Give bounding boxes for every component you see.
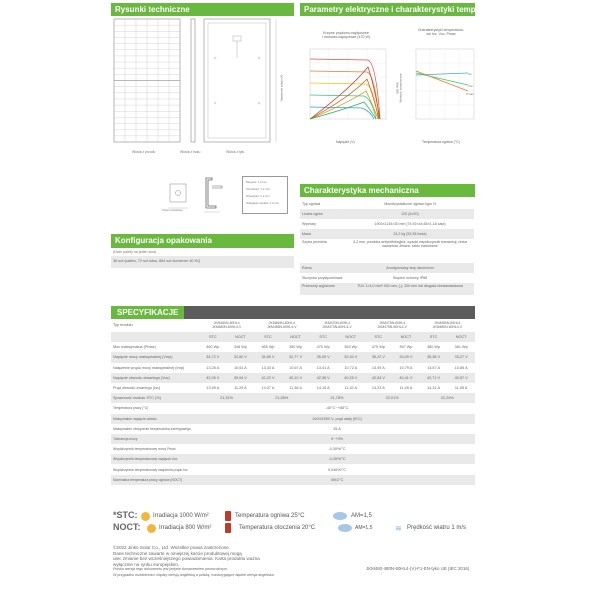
spec-value: 11,55 A <box>454 386 468 391</box>
spec-value: 11,36 A <box>289 386 302 391</box>
stc-am: AM=1,5 <box>351 513 372 519</box>
spec-value: 39,94 V <box>227 373 255 383</box>
stc-temperature: Temperatura ogniwa 25°C <box>235 513 305 519</box>
spec-key: Maksymalne napięcie układu <box>111 414 199 424</box>
spec-key: Współczynnik temperaturowy natężenia prądu Isc <box>113 467 188 472</box>
section-title: Rysunki techniczne <box>115 5 190 14</box>
noct-header: NOCT <box>282 332 310 342</box>
noct-irradiance: Irradiacja 800 W/m² <box>159 525 212 531</box>
spec-value: -40°C~+85°C <box>325 406 349 411</box>
footer-small-line: Polska wersja tego dokumentu jest jedynie tłumaczeniem pomocniczym. <box>113 567 229 572</box>
section-title: Konfiguracja opakowania <box>115 236 212 245</box>
spec-value: 13,41 A <box>316 365 330 370</box>
spec-model-line: JKM480N-60HL4 <box>434 320 461 325</box>
spec-model-label: Typ modułu <box>113 323 133 327</box>
spec-common-row <box>111 424 475 434</box>
packaging-note: (Dwie palety na jeden stos) <box>113 250 157 254</box>
spec-model-name <box>199 318 254 332</box>
mechanical-row <box>300 199 474 209</box>
spec-value: 40,25 V <box>337 373 365 383</box>
back-view-drawing <box>203 18 271 143</box>
iv-chart <box>300 45 396 133</box>
iv-chart-title-line: i mocowo-napięciowe (470 W) <box>321 35 371 40</box>
temp-chart-title <box>405 28 477 37</box>
spec-value: 21,31% <box>199 393 254 403</box>
section-header-electrical <box>300 3 514 16</box>
spec-value: 14,31 A <box>427 386 440 391</box>
spec-value: 465 Wp <box>261 345 275 350</box>
spec-value: 13,25 A <box>206 365 220 370</box>
spec-value: 475 Wp <box>371 345 385 350</box>
spec-key: Natężenie prądu mocy maksymalnej (Imp) <box>113 365 185 370</box>
spec-value: 42,05 V <box>199 373 227 383</box>
iv-chart-xlabel: Napięcie (V) <box>336 140 355 144</box>
front-view-drawing <box>113 18 181 143</box>
spec-value: 0,046%/°C <box>327 467 347 472</box>
spec-value: 40,41 V <box>392 373 420 383</box>
mechanical-value: Anodyzowany stop aluminium <box>386 266 434 270</box>
back-view-label: Widok z tyłu <box>226 150 245 154</box>
packaging-text: 36 szt./paleta, 72 szt./stos, 864 szt./kontener 40 HQ <box>113 259 201 263</box>
spec-value: 45±2°C <box>199 475 475 485</box>
spec-common-row <box>111 414 475 424</box>
side-view-drawing <box>188 18 198 143</box>
spec-value: 42,71 V <box>420 373 448 383</box>
spec-row <box>111 383 475 393</box>
mechanical-key: Wymiary <box>302 222 316 226</box>
tolerance-line: Wysokość: ± 1 mm <box>246 194 270 198</box>
spec-value: 40,10 V <box>282 373 310 383</box>
mechanical-key: Liczba ogniw <box>302 212 323 216</box>
spec-key: Napięcie obwodu otwartego (Voc) <box>111 373 199 383</box>
footer-line: wyłącznie na rynku europejskim. <box>113 561 180 567</box>
spec-value: 460 Wp <box>206 345 220 350</box>
spec-value: 34,72 V <box>199 352 227 362</box>
spec-model-line: JKM460N-60HL4 <box>213 320 240 325</box>
noct-header: NOCT <box>337 332 365 342</box>
stc-irradiance: Irradiacja 1000 W/m² <box>153 513 209 519</box>
air-mass-icon <box>333 512 347 520</box>
spec-key: Współczynnik temperaturowy mocy Pmax <box>113 447 176 452</box>
specs-table <box>111 318 475 485</box>
temp-chart-title-line: we Isc, Voc, Pmax <box>426 32 456 37</box>
spec-value: -0,25%/°C <box>199 454 475 464</box>
mechanical-row <box>300 209 474 219</box>
mechanical-row <box>300 219 474 229</box>
spec-value: 480 Wp <box>427 345 441 350</box>
spec-value: 357 Wp <box>399 345 413 350</box>
mechanical-value: 3,2 mm, powłoka antyrefleksyjna, wysoki współczynnik transmisji, niska zawartość żelaza, szkło hartowane <box>353 240 467 249</box>
spec-empty-cell <box>111 332 199 342</box>
mechanical-row <box>300 283 474 295</box>
iv-chart-title <box>296 31 396 40</box>
spec-value: 22,01% <box>365 393 420 403</box>
spec-value: 35,05 V <box>309 352 337 362</box>
spec-key: Moc maksymalna (Pmax) <box>113 345 156 350</box>
section-title: SPECYFIKACJE <box>111 306 184 319</box>
spec-model-line: JKM470N-60HL4 <box>323 320 350 325</box>
spec-key: Nominalna temperatura pracy ogniwa (NOCT) <box>111 475 199 485</box>
spec-value: 11,49 A <box>399 386 413 391</box>
noct-temperature: Temperatura otoczenia 20°C <box>239 525 316 531</box>
stc-header: STC <box>254 332 282 342</box>
spec-common-row <box>111 444 475 454</box>
noct-legend <box>113 522 478 536</box>
wind-icon: ≋ <box>395 524 402 533</box>
spec-value: 10,85 A <box>454 365 468 370</box>
doc-code: JKM460-480N-60HL4-(V)-F1-EN-tyko UE (IEC 2016) <box>366 566 470 571</box>
spec-model-name <box>365 318 420 332</box>
mechanical-key: Masa <box>302 232 311 236</box>
spec-common-row <box>111 434 475 444</box>
spec-value: 11,29 A <box>234 386 247 391</box>
section-header-packaging <box>111 234 294 248</box>
temp-series-label-voc: Voc <box>468 84 474 88</box>
spec-key: Prąd obwodu zwartego (Isc) <box>113 386 161 391</box>
iv-chart-ylabel-right: Moc (W) <box>395 82 400 94</box>
mechanical-value: 120 (6×20) <box>401 212 419 216</box>
footer-line: Dane techniczne zawarte w niniejszej karcie produktowej mogą <box>113 550 242 556</box>
stc-header: STC <box>365 332 393 342</box>
stc-header: STC <box>420 332 448 342</box>
spec-key: Tolerancja mocy <box>111 434 199 444</box>
spec-common-row <box>111 475 475 485</box>
spec-value: 470 Wp <box>316 345 330 350</box>
spec-model-name <box>309 318 364 332</box>
temp-series-label-pmax: Pmax <box>466 92 474 96</box>
spec-value: 10,67 A <box>289 365 303 370</box>
footer-disclaimer <box>113 545 353 579</box>
spec-value: 35,22 V <box>365 352 393 362</box>
spec-value: 0~+3% <box>199 434 475 444</box>
spec-key: Współczynnik temperaturowy napięcia Voc <box>111 454 199 464</box>
air-mass-icon <box>338 524 352 532</box>
mechanical-row <box>300 239 474 263</box>
stc-header: STC <box>309 332 337 342</box>
side-view-label: Widok z boku <box>180 150 201 154</box>
spec-value: 33,09 V <box>392 352 420 362</box>
noct-header: NOCT <box>227 332 255 342</box>
temp-chart <box>408 45 478 133</box>
spec-value: 14,15 A <box>316 386 330 391</box>
noct-header: NOCT <box>447 332 475 342</box>
tolerance-line: Szerokość: ± 2 mm <box>246 187 270 191</box>
spec-key: Temperatura pracy (°C) <box>113 406 149 411</box>
spec-condition-row <box>111 332 475 342</box>
spec-value: 32,60 V <box>227 352 255 362</box>
spec-row <box>111 363 475 373</box>
mechanical-key: Typ ogniwa <box>302 202 321 206</box>
spec-value: 13,49 A <box>371 365 385 370</box>
mechanical-key: Rama <box>302 266 312 270</box>
mechanical-value: TÜV 1×4,0 mm² 400 mm, (-); 200 mm lub długość niestandardowa <box>357 284 463 288</box>
spec-value: 361 Wp <box>454 345 468 350</box>
spec-value: 32,94 V <box>337 352 365 362</box>
spec-value: 14,07 A <box>261 386 275 391</box>
mechanical-row <box>300 229 474 239</box>
temp-series-label-isc: Isc <box>468 72 472 76</box>
temp-chart-xlabel: Temperatura ogniwa (°C) <box>422 140 460 144</box>
footer-small-line: W przypadku rozbieżności między wersją angielską a polską, rozstrzygające będzie wersja angielska. <box>113 572 275 577</box>
mechanical-value: 1903×1134×30 mm (74,92×44,65×1,18 cala) <box>374 222 446 226</box>
mechanical-value: Stopień ochrony IP68 <box>392 276 428 280</box>
spec-common-row <box>111 403 475 413</box>
spec-row <box>111 352 475 362</box>
tolerance-line: Odległość rzędów: ± 2 mm <box>246 201 280 205</box>
hole-label: Otwór montażowy <box>162 209 183 212</box>
spec-value: 34,89 V <box>254 352 282 362</box>
stc-header: STC <box>199 332 227 342</box>
packaging-line <box>111 256 294 268</box>
spec-model-line: JKM475N-60HL4 <box>379 320 406 325</box>
sun-icon <box>147 524 156 533</box>
spec-value: 350 Wp <box>289 345 303 350</box>
iv-chart-title-line: Krzywe prądowo-napięciowe <box>323 31 369 35</box>
mechanical-key: Przewody wyjściowe <box>302 284 335 288</box>
noct-label: NOCT: <box>113 522 141 532</box>
section-title: Parametry elektryczne i charakterystyki temperaturowe <box>304 5 514 14</box>
footer-line: ulec zmianie bez wcześniejszego powiadomienia. Karta produktu ważna <box>113 556 260 562</box>
spec-value: 346 Wp <box>233 345 247 350</box>
spec-value: -0,30%/°C <box>328 447 346 452</box>
spec-model-name <box>420 318 475 332</box>
spec-common-row <box>111 464 475 474</box>
spec-key: Napięcie mocy maksymalnej (Vmp) <box>111 352 199 362</box>
spec-value: 10,79 A <box>399 365 413 370</box>
spec-model-line: JKM465N-60HL4 <box>268 320 295 325</box>
spec-value: 42,22 V <box>254 373 282 383</box>
spec-model-line: JKM480N-60HL4-V <box>432 325 463 329</box>
spec-value: 42,38 V <box>309 373 337 383</box>
tolerance-box <box>242 176 288 214</box>
thermometer-icon <box>225 511 231 521</box>
mechanical-value: Monokrystaliczne ogniwo typu N <box>384 202 436 206</box>
spec-value: 42,54 V <box>365 373 393 383</box>
spec-model-line: JKM475N-60HL4-V <box>377 325 407 329</box>
thermometer-icon <box>225 523 231 533</box>
footer-line: ©2022 Jinko Solar Co., Ltd. Wszelkie prawa zastrzeżone. <box>113 545 231 550</box>
sun-icon <box>141 512 150 521</box>
mechanical-row <box>300 263 474 273</box>
temp-chart-ylabel: Wartości znamionowe <box>398 73 403 103</box>
noct-wind: Prędkość wiatru 1 m/s <box>407 525 467 531</box>
spec-value: 1000/1500 V, prąd stały (IEC) <box>199 414 475 424</box>
spec-model-line: JKM470N-60HL4-V <box>322 325 352 329</box>
spec-value: 13,99 A <box>206 386 220 391</box>
spec-value: 21,55% <box>254 393 309 403</box>
spec-value: 33,27 V <box>447 352 475 362</box>
mechanical-key: Szyba przednia <box>302 240 327 244</box>
spec-value: 32,77 V <box>282 352 310 362</box>
spec-efficiency-row <box>111 393 475 403</box>
spec-value: 35,38 V <box>420 352 448 362</box>
spec-value: 13,33 A <box>261 365 275 370</box>
spec-value: 21,78% <box>309 393 364 403</box>
spec-value: 14,23 A <box>371 386 385 391</box>
frame-profile-detail <box>200 176 230 214</box>
spec-model-line: JKM465N-60HL4-V <box>267 325 297 329</box>
spec-key: Sprawność modułu STC (%) <box>111 393 199 403</box>
spec-value: 11,42 A <box>344 386 358 391</box>
spec-model-name <box>254 318 309 332</box>
spec-model-line: JKM460N-60HL4-V <box>211 325 242 329</box>
spec-value: 40,57 V <box>447 373 475 383</box>
mechanical-value: 24,2 kg (53,35 funta) <box>393 232 427 236</box>
section-header-drawings <box>111 3 294 16</box>
spec-row <box>111 342 475 352</box>
front-view-label: Widok z przodu <box>132 150 156 154</box>
section-header-mechanical <box>300 184 475 197</box>
spec-row <box>111 373 475 383</box>
spec-key: Maksymalne obciążenie bezpiecznika szeregowego <box>113 426 191 431</box>
spec-model-row <box>111 318 475 332</box>
spec-value: 10,72 A <box>344 365 358 370</box>
tolerance-line: Długość: ± 2 mm <box>246 180 267 184</box>
section-title: Charakterystyka mechaniczna <box>304 186 419 195</box>
spec-value: 22,24% <box>420 393 475 403</box>
spec-value: 25 A <box>333 426 341 431</box>
mechanical-key: Skrzynka przyłączeniowa <box>302 276 343 280</box>
spec-value: 13,57 A <box>427 365 440 370</box>
stc-label: *STC: <box>113 510 138 520</box>
spec-common-row <box>111 454 475 464</box>
temp-chart-title-line: Charakterystyki temperaturo- <box>417 28 465 32</box>
noct-am: AM=1,5 <box>355 525 373 531</box>
mechanical-row <box>300 273 474 283</box>
spec-value: 10,61 A <box>233 365 247 370</box>
spec-value: 353 Wp <box>344 345 358 350</box>
noct-header: NOCT <box>392 332 420 342</box>
iv-chart-ylabel-left: Natężenie prądu (A) <box>279 74 284 102</box>
